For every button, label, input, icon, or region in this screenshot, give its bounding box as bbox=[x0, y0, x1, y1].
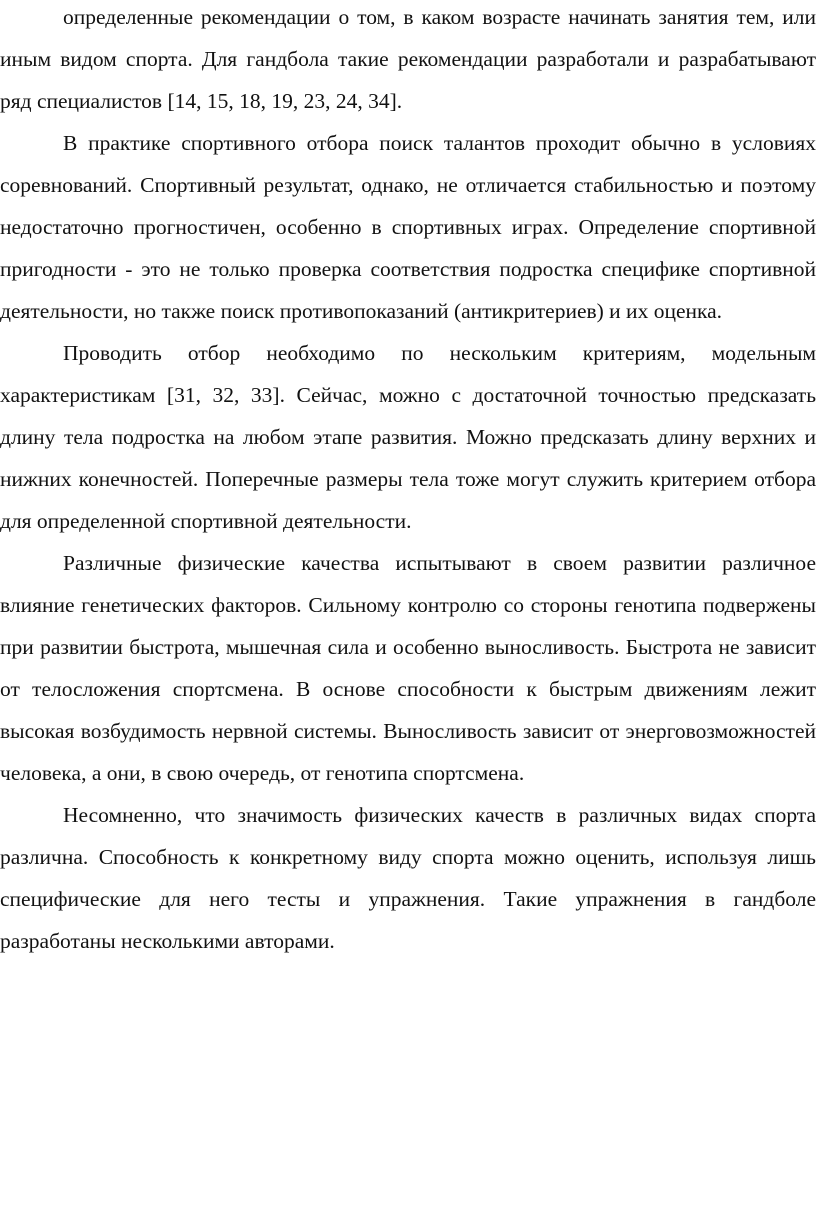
paragraph-selection-criteria: Проводить отбор необходимо по нескольким критериям, модельным характеристикам [31, 32, 33]. Сейчас, можно с достаточной точностью предсказать длину тела подростка на любом этапе развития. Можно предсказать длину верхних и нижних конечностей. Поперечные размеры тела тоже могут служить критерием отбора для определенной спортивной деятельности. bbox=[0, 341, 816, 533]
paragraph-sport-aptitude: Несомненно, что значимость физических качеств в различных видах спорта различна. Способность к конкретному виду спорта можно оценить, используя лишь специфические для него тесты и упражнения. Такие упражнения в гандболе разработаны несколькими авторами. bbox=[0, 803, 816, 953]
paragraph-physical-qualities: Различные физические качества испытывают в своем развитии различное влияние генетических факторов. Сильному контролю со стороны генотипа подвержены при развитии быстрота, мышечная сила и особенно выносливость. Быстрота не зависит от телосложения спортсмена. В основе способности к быстрым движениям лежит высокая возбудимость нервной системы. Выносливость зависит от энерговозможностей человека, а они, в свою очередь, от генотипа спортсмена. bbox=[0, 551, 816, 785]
paragraph-selection-practice: В практике спортивного отбора поиск талантов проходит обычно в условиях соревнований. Спортивный результат, однако, не отличается стабильностью и поэтому недостаточно прогностичен, особенно в спортивных играх. Определение спортивной пригодности - это не только проверка соответствия подростка специфике спортивной деятельности, но также поиск противопоказаний (антикритериев) и их оценка. bbox=[0, 131, 816, 323]
paragraph-continuation: определенные рекомендации о том, в каком возрасте начинать занятия тем, или иным видом спорта. Для гандбола такие рекомендации разработали и разрабатывают ряд специалистов [14, 15, 18, 19, 23, 24, 34]. bbox=[0, 5, 816, 113]
